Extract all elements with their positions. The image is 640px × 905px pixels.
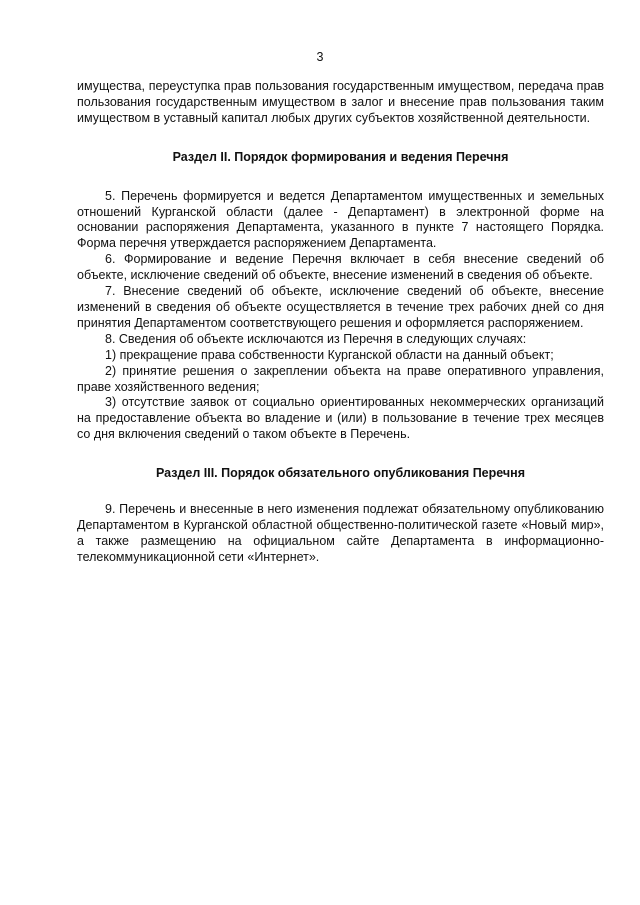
paragraph-8: 8. Сведения об объекте исключаются из Перечня в следующих случаях: — [105, 331, 527, 346]
section-3-heading: Раздел III. Порядок обязательного опубликования Перечня — [155, 466, 526, 481]
paragraph-9: 9. Перечень и внесенные в него изменения подлежат обязательному опубликованию Департаментом в Курганской областной общественно-политической газете «Новый мир», а также размещению на официальном сайте Департамента в информационно-телекоммуникационной сети «Интернет». — [77, 502, 604, 564]
list-item-2: 2) принятие решения о закреплении объекта на праве оперативного управления, праве хозяйственного ведения; — [77, 363, 604, 394]
list-item-1: 1) прекращение права собственности Курганской области на данный объект; — [105, 347, 554, 362]
paragraph-7: 7. Внесение сведений об объекте, исключение сведений об объекте, внесение изменений в сведения об объекте осуществляется в течение трех рабочих дней со дня принятия Департаментом соответствующего решения и оформляется распоряжением. — [77, 284, 604, 330]
list-item-3: 3) отсутствие заявок от социально ориентированных некоммерческих организаций на предоставление объекта во владение и (или) в пользование в течение трех месяцев со дня включения сведений о таком объекте в Перечень. — [77, 395, 604, 442]
page-number: 3 — [316, 50, 324, 64]
paragraph-5: 5. Перечень формируется и ведется Департаментом имущественных и земельных отношений Курганской области (далее - Департамент) в электронной форме на основании распоряжения Департамента, указанного в пункте 7 настоящего Порядка. Форма перечня утверждается распоряжением Департамента. — [77, 188, 604, 251]
document-body — [77, 79, 604, 566]
intro-paragraph: имущества, переуступка прав пользования государственным имуществом, передача прав пользования государственным имуществом в залог и внесение прав пользования таким имуществом в уставный капитал любых других субъектов хозяйственной деятельности. — [77, 79, 604, 125]
section-2-heading: Раздел II. Порядок формирования и ведения Перечня — [172, 149, 509, 164]
paragraph-6: 6. Формирование и ведение Перечня включает в себя внесение сведений об объекте, исключение сведений об объекте, внесение изменений в сведения об объекте. — [77, 252, 604, 283]
